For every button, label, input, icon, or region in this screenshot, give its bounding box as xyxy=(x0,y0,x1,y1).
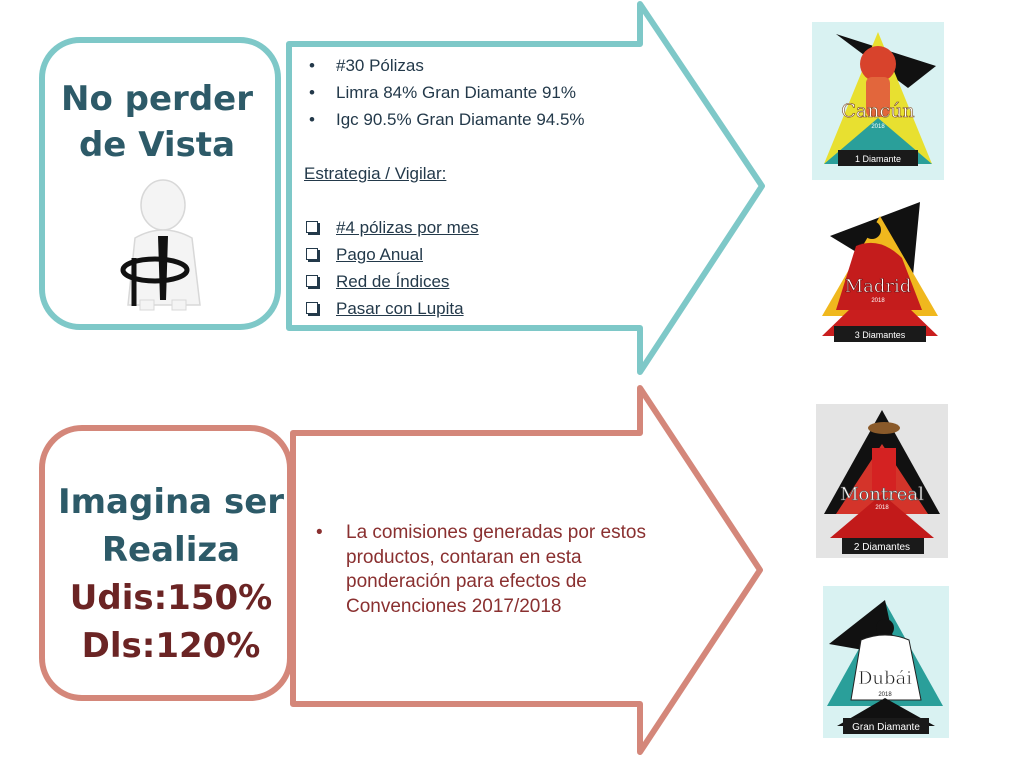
madrid-level: 3 Diamantes xyxy=(854,330,906,340)
cancun-city: Cancún xyxy=(841,100,915,122)
bullet-igc: • Igc 90.5% Gran Diamante 94.5% xyxy=(304,108,644,135)
cancun-year: 2018 xyxy=(871,124,885,130)
top-title-line2: de Vista xyxy=(78,125,236,165)
dubai-city: Dubái xyxy=(857,668,913,689)
bottom-title xyxy=(52,478,290,670)
checklist-item-red-indices[interactable]: Red de Índices xyxy=(304,270,644,297)
checklist-item-pago-anual[interactable]: Pago Anual xyxy=(304,243,644,270)
madrid-city: Madrid xyxy=(844,276,912,297)
bottom-title-line1: Imagina ser xyxy=(57,482,285,522)
top-content xyxy=(304,54,644,324)
bullet-polizas: • #30 Pólizas xyxy=(304,54,644,81)
dubai-year: 2018 xyxy=(878,692,892,698)
montreal-year: 2018 xyxy=(875,505,889,511)
checklist-item-polizas-mes[interactable]: #4 pólizas por mes xyxy=(304,216,644,243)
dubai-level: Gran Diamante xyxy=(852,722,920,733)
bottom-title-udis: Udis:150% xyxy=(69,578,273,618)
bottom-title-dls: Dls:120% xyxy=(81,626,261,666)
dubai-badge-icon xyxy=(823,586,949,738)
bottom-title-line2: Realiza xyxy=(101,530,241,570)
bottom-content xyxy=(316,521,676,619)
cancun-level: 1 Diamante xyxy=(854,154,902,164)
strategy-heading: Estrategia / Vigilar: xyxy=(304,164,447,183)
bullet-limra: • Limra 84% Gran Diamante 91% xyxy=(304,81,644,108)
madrid-badge-icon xyxy=(816,196,944,348)
madrid-year: 2018 xyxy=(871,298,885,304)
montreal-city: Montreal xyxy=(840,484,924,505)
bullet-comisiones: • La comisiones generadas por estos productos, contaran en esta ponderación para efectos de Convenciones 2017/2018 xyxy=(316,521,676,619)
top-title-line1: No perder xyxy=(61,79,253,119)
montreal-level: 2 Diamantes xyxy=(853,542,911,553)
top-title xyxy=(52,76,262,168)
cancun-badge-icon xyxy=(812,22,944,180)
montreal-badge-icon xyxy=(816,404,948,558)
checklist-item-pasar-lupita[interactable]: Pasar con Lupita xyxy=(304,297,644,324)
